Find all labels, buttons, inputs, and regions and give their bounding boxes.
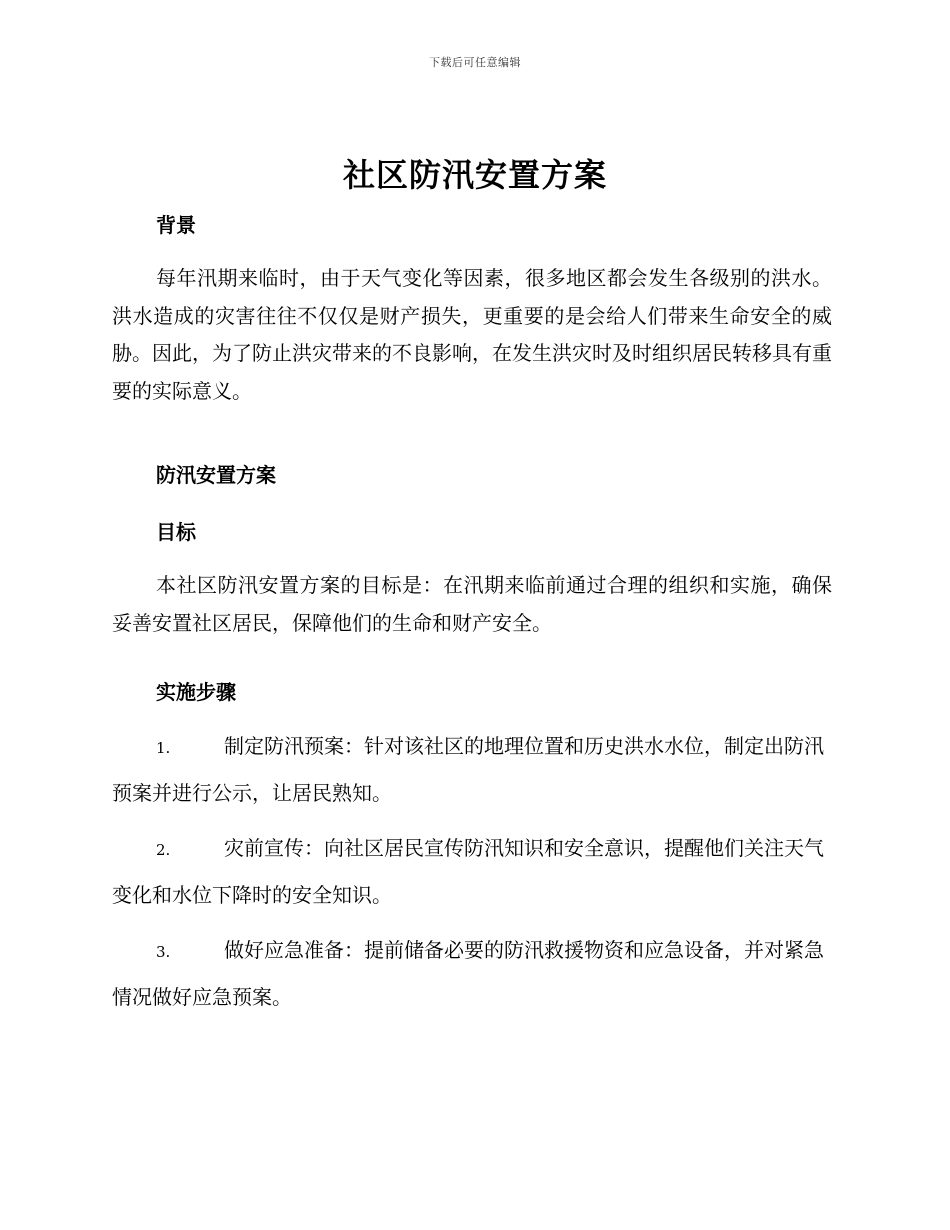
step-number: 1. [156,739,171,757]
goal-heading: 目标 [156,520,196,544]
plan-heading: 防汛安置方案 [156,463,276,487]
step-text: 制定防汛预案：针对该社区的地理位置和历史洪水水位，制定出防汛预案并进行公示，让居民熟知。 [112,734,824,805]
document-title: 社区防汛安置方案 [342,156,607,194]
step-number: 3. [156,943,171,961]
step-text: 灾前宣传：向社区居民宣传防汛知识和安全意识，提醒他们关注天气变化和水位下降时的安全知识。 [112,836,824,907]
background-heading: 背景 [156,213,196,237]
goal-paragraph: 本社区防汛安置方案的目标是：在汛期来临前通过合理的组织和实施，确保妥善安置社区居民，保障他们的生命和财产安全。 [112,573,832,635]
step-item-2 [112,826,832,918]
step-item-3 [112,928,832,1020]
steps-heading: 实施步骤 [156,680,236,704]
page-header-note: 下载后可任意编辑 [429,56,521,69]
step-item-1 [112,724,832,816]
step-text: 做好应急准备：提前储备必要的防汛救援物资和应急设备，并对紧急情况做好应急预案。 [112,938,824,1009]
background-paragraph: 每年汛期来临时，由于天气变化等因素，很多地区都会发生各级别的洪水。洪水造成的灾害往往不仅仅是财产损失，更重要的是会给人们带来生命安全的威胁。因此，为了防止洪灾带来的不良影响，在发生洪灾时及时组织居民转移具有重要的实际意义。 [112,266,832,403]
step-number: 2. [156,841,171,859]
